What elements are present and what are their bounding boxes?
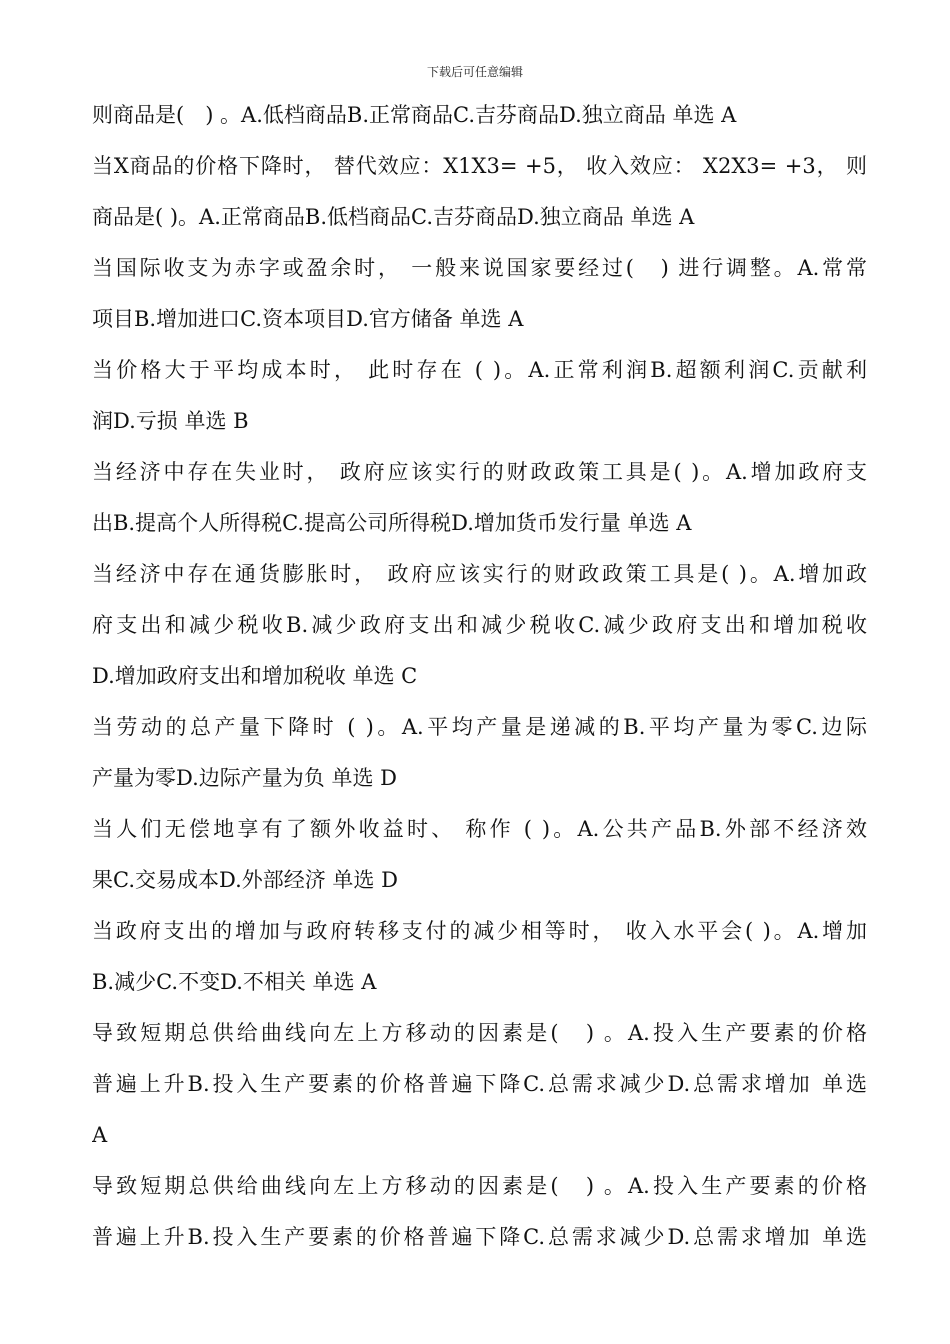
page-header-note: 下载后可任意编辑 <box>426 65 523 79</box>
text-line: A <box>92 1123 108 1147</box>
text-line: 商品是( )。A.正常商品B.低档商品C.吉芬商品D.独立商品 单选 A <box>92 205 695 229</box>
document-body <box>92 90 867 1263</box>
text-line: 出B.提高个人所得税C.提高公司所得税D.增加货币发行量 单选 A <box>92 511 692 535</box>
text-line: 产量为零D.边际产量为负 单选 D <box>92 766 397 790</box>
text-line: 当价格大于平均成本时， 此时存在 ( )。A.正常利润B.超额利润C.贡献利 <box>92 358 867 382</box>
text-line: 当国际收支为赤字或盈余时， 一般来说国家要经过( ) 进行调整。A.常常 <box>92 256 867 280</box>
text-line: D.增加政府支出和增加税收 单选 C <box>92 664 418 688</box>
text-line: 当政府支出的增加与政府转移支付的减少相等时， 收入水平会( )。A.增加 <box>92 919 867 943</box>
text-line: 润D.亏损 单选 B <box>92 409 249 433</box>
text-line: 当劳动的总产量下降时 ( )。A.平均产量是递减的B.平均产量为零C.边际 <box>92 715 867 739</box>
text-line: 普遍上升B.投入生产要素的价格普遍下降C.总需求减少D.总需求增加 单选 <box>92 1225 867 1249</box>
text-line: 当人们无偿地享有了额外收益时、 称作 ( )。A.公共产品B.外部不经济效 <box>92 817 867 841</box>
text-line: 当经济中存在通货膨胀时， 政府应该实行的财政政策工具是( )。A.增加政 <box>92 562 867 586</box>
text-line: B.减少C.不变D.不相关 单选 A <box>92 970 377 994</box>
text-line: 府支出和减少税收B.减少政府支出和减少税收C.减少政府支出和增加税收 <box>92 613 867 637</box>
text-line: 当经济中存在失业时， 政府应该实行的财政政策工具是( )。A.增加政府支 <box>92 460 867 484</box>
text-line: 项目B.增加进口C.资本项目D.官方储备 单选 A <box>92 307 524 331</box>
text-line: 导致短期总供给曲线向左上方移动的因素是( ) 。A.投入生产要素的价格 <box>92 1021 867 1045</box>
text-line: 果C.交易成本D.外部经济 单选 D <box>92 868 398 892</box>
text-line: 普遍上升B.投入生产要素的价格普遍下降C.总需求减少D.总需求增加 单选 <box>92 1072 867 1096</box>
text-line: 当X商品的价格下降时， 替代效应：X1X3= +5， 收入效应： X2X3= +3， 则 <box>92 154 867 178</box>
text-line: 则商品是( ) 。A.低档商品B.正常商品C.吉芬商品D.独立商品 单选 A <box>92 103 737 127</box>
text-line: 导致短期总供给曲线向左上方移动的因素是( ) 。A.投入生产要素的价格 <box>92 1174 867 1198</box>
